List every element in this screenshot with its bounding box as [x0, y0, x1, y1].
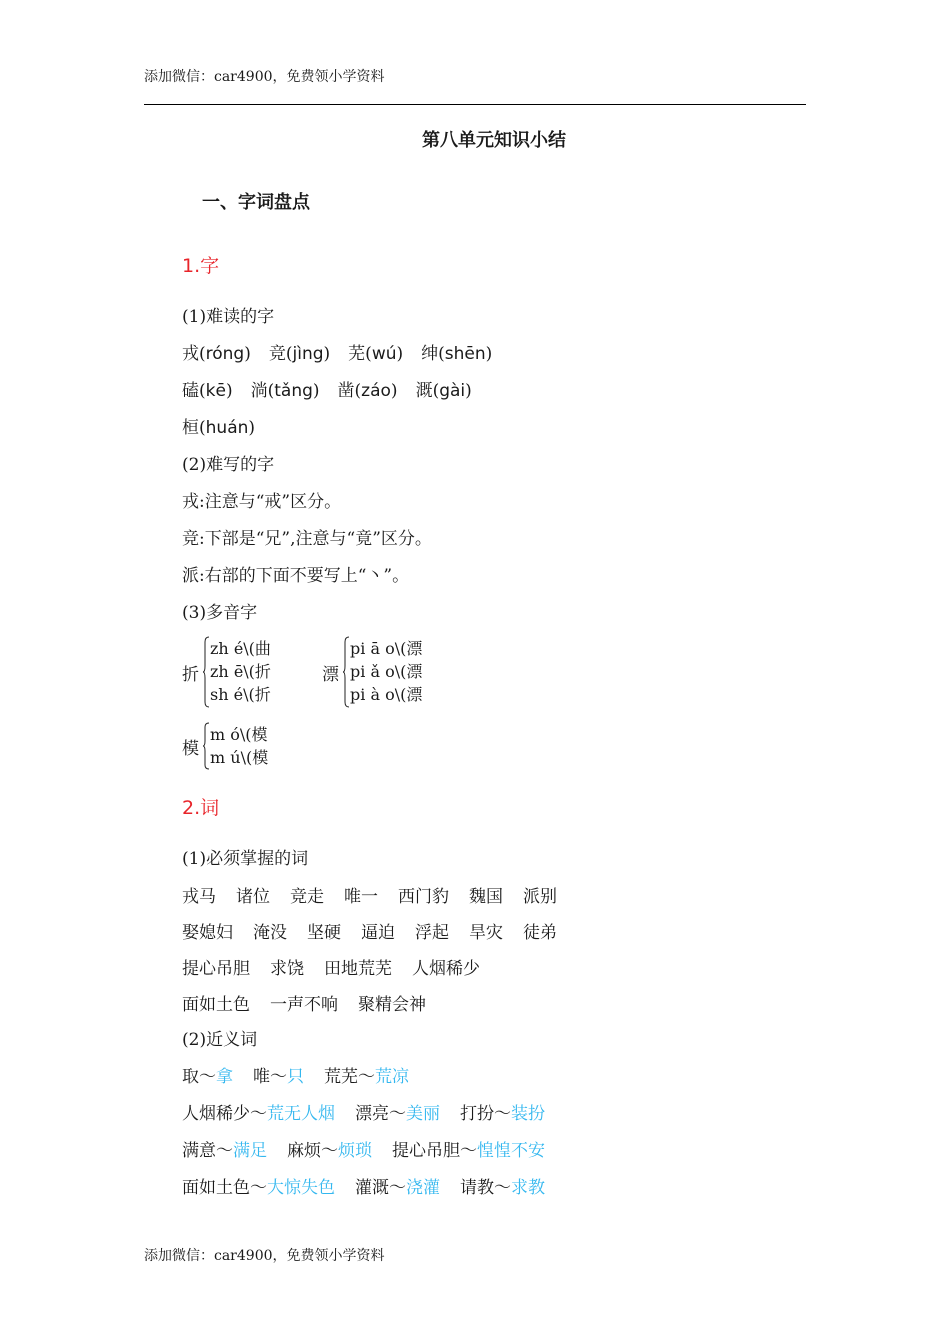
hanzi: 桓 — [182, 418, 199, 438]
synonym-answer: 装扮 — [511, 1104, 545, 1124]
must-title: (1)必须掌握的词 — [182, 849, 309, 869]
word: 魏国 — [469, 887, 503, 907]
hard-read-row: 桓(huán) — [182, 418, 256, 438]
header-rule — [144, 104, 806, 105]
word: 提心吊胆 — [182, 959, 250, 979]
hard-write-item: 派:右部的下面不要写上“丶”。 — [182, 566, 410, 586]
hard-read-row: 戎(róng) 竞(jìng) 芜(wú) 绅(shēn) — [182, 344, 493, 364]
synonym-word: 唯 — [253, 1067, 270, 1087]
word: 一声不响 — [270, 995, 338, 1015]
hanzi: 凿 — [337, 381, 355, 401]
tilde: ～ — [250, 1104, 267, 1124]
word: 面如土色 — [182, 995, 250, 1015]
word: 坚硬 — [307, 923, 341, 943]
hanzi: 芜 — [348, 344, 366, 364]
polyphone-reading: pi ǎ o\(漂 — [350, 662, 423, 681]
brace-icon — [202, 722, 210, 770]
brace-icon — [342, 636, 350, 708]
tilde: ～ — [494, 1104, 511, 1124]
polyphone-zhe — [182, 634, 322, 710]
synonym-word: 取 — [182, 1067, 199, 1087]
polyphone-reading: zh é\(曲 — [210, 639, 271, 658]
polyphone-reading: sh é\(折 — [210, 685, 271, 704]
synonym-answer: 美丽 — [406, 1104, 440, 1124]
synonym-answer: 荒无人烟 — [267, 1104, 335, 1124]
synonym-word: 人烟稀少 — [182, 1104, 250, 1124]
polyphone-reading: pi ā o\(漂 — [350, 639, 423, 658]
word: 田地荒芜 — [324, 959, 392, 979]
pinyin: jìng — [292, 344, 324, 364]
tilde: ～ — [389, 1104, 406, 1124]
word: 唯一 — [344, 887, 378, 907]
word-row — [182, 990, 426, 1015]
synonym-answer: 拿 — [216, 1067, 233, 1087]
word: 聚精会神 — [358, 995, 426, 1015]
pinyin: gài — [439, 381, 466, 401]
word: 戎马 — [182, 887, 216, 907]
hard-write-title: (2)难写的字 — [182, 455, 275, 475]
word: 旱灾 — [469, 923, 503, 943]
polyphone-mo — [182, 720, 322, 770]
page-title: 第八单元知识小结 — [422, 130, 566, 151]
word: 徒弟 — [523, 923, 557, 943]
word: 竞走 — [290, 887, 324, 907]
tilde: ～ — [216, 1141, 233, 1161]
tilde: ～ — [199, 1067, 216, 1087]
zi-heading: 1.字 — [182, 255, 220, 277]
pinyin: wú — [371, 344, 397, 364]
polyphone-char: 漂 — [322, 665, 339, 685]
word-row — [182, 882, 557, 907]
synonym-answer: 求教 — [511, 1178, 545, 1198]
synonym-answer: 荒凉 — [375, 1067, 409, 1087]
hanzi: 磕 — [182, 381, 199, 401]
tilde: ～ — [321, 1141, 338, 1161]
polyphone-reading: m ú\(模 — [210, 748, 269, 767]
synonym-word: 灌溉 — [355, 1178, 389, 1198]
synonym-answer: 满足 — [233, 1141, 267, 1161]
synonym-row — [182, 1099, 545, 1124]
polyphone-reading: zh ē\(折 — [210, 662, 271, 681]
tilde: ～ — [494, 1178, 511, 1198]
brace-icon — [202, 636, 210, 708]
pinyin: záo — [361, 381, 391, 401]
polyphone-reading: m ó\(模 — [210, 725, 268, 744]
tilde: ～ — [389, 1178, 406, 1198]
hard-read-title: (1)难读的字 — [182, 307, 275, 327]
tilde: ～ — [270, 1067, 287, 1087]
hanzi: 淌 — [250, 381, 268, 401]
pinyin: huán — [205, 418, 249, 438]
synonym-row — [182, 1136, 545, 1161]
pinyin: kē — [205, 381, 226, 401]
page-footer: 添加微信：car4900，免费领小学资料 — [144, 1248, 385, 1264]
word: 浮起 — [415, 923, 449, 943]
pinyin: róng — [205, 344, 245, 364]
word: 诸位 — [236, 887, 270, 907]
pinyin: shēn — [444, 344, 486, 364]
section-heading: 一、字词盘点 — [202, 192, 310, 213]
word: 娶媳妇 — [182, 923, 233, 943]
tilde: ～ — [250, 1178, 267, 1198]
synonym-row — [182, 1062, 409, 1087]
synonym-answer: 大惊失色 — [267, 1178, 335, 1198]
synonym-word: 麻烦 — [287, 1141, 321, 1161]
synonym-word: 满意 — [182, 1141, 216, 1161]
page-header: 添加微信：car4900，免费领小学资料 — [144, 69, 385, 85]
tilde: ～ — [358, 1067, 375, 1087]
hanzi: 绅 — [421, 344, 439, 364]
polyphone-reading: pi à o\(漂 — [350, 685, 423, 704]
word: 求饶 — [270, 959, 304, 979]
hanzi: 竞 — [268, 344, 286, 364]
synonym-title: (2)近义词 — [182, 1030, 258, 1050]
hard-write-item: 竞:下部是“兄”,注意与“竟”区分。 — [182, 529, 432, 549]
word: 西门豹 — [398, 887, 449, 907]
word: 逼迫 — [361, 923, 395, 943]
hanzi: 溉 — [415, 381, 433, 401]
polyphone-char: 折 — [182, 665, 199, 685]
word-row — [182, 954, 480, 979]
synonym-answer: 烦琐 — [338, 1141, 372, 1161]
synonym-word: 面如土色 — [182, 1178, 250, 1198]
synonym-word: 荒芜 — [324, 1067, 358, 1087]
word-row — [182, 918, 557, 943]
polyphone-title: (3)多音字 — [182, 603, 258, 623]
word: 派别 — [523, 887, 557, 907]
synonym-row — [182, 1173, 545, 1198]
synonym-word: 请教 — [460, 1178, 494, 1198]
synonym-word: 打扮 — [460, 1104, 494, 1124]
ci-heading: 2.词 — [182, 797, 220, 819]
synonym-answer: 惶惶不安 — [477, 1141, 545, 1161]
tilde: ～ — [460, 1141, 477, 1161]
word: 人烟稀少 — [412, 959, 480, 979]
polyphone-piao — [322, 634, 456, 710]
synonym-word: 提心吊胆 — [392, 1141, 460, 1161]
polyphone-char: 模 — [182, 739, 199, 759]
pinyin: tǎng — [274, 381, 313, 401]
hard-write-item: 戎:注意与“戒”区分。 — [182, 492, 342, 512]
synonym-answer: 浇灌 — [406, 1178, 440, 1198]
synonym-answer: 只 — [287, 1067, 304, 1087]
hard-read-row: 磕(kē) 淌(tǎng) 凿(záo) 溉(gài) — [182, 381, 472, 401]
word: 淹没 — [253, 923, 287, 943]
synonym-word: 漂亮 — [355, 1104, 389, 1124]
hanzi: 戎 — [182, 344, 199, 364]
